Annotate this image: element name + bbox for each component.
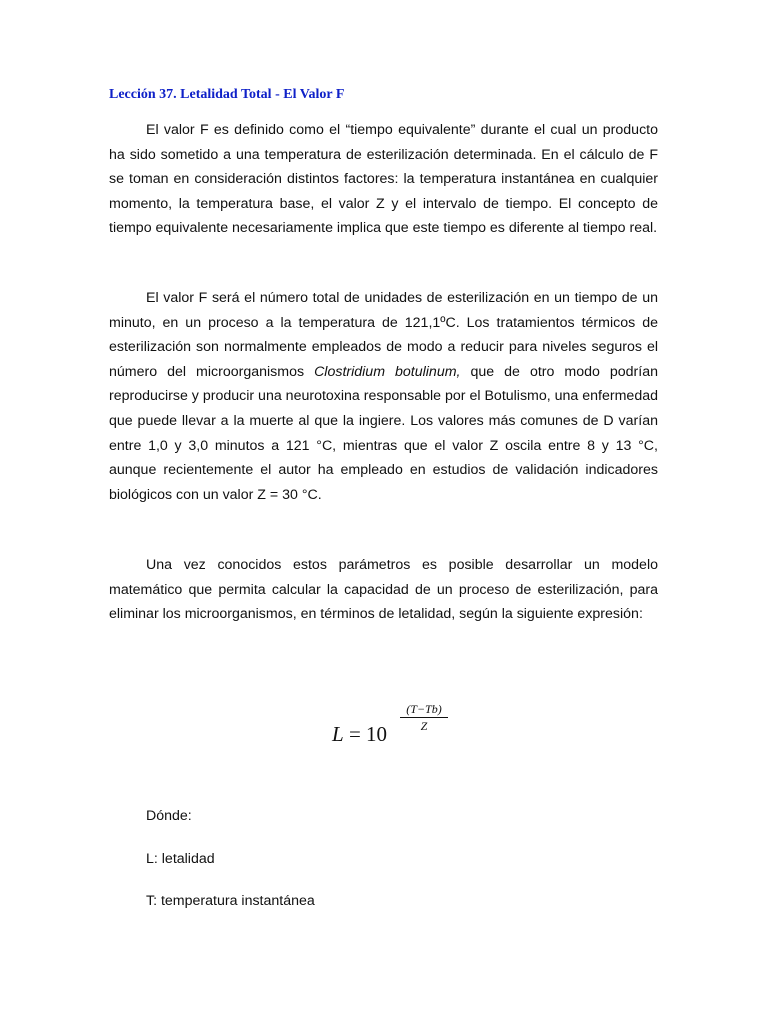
formula-base-expression	[332, 722, 387, 746]
definition-item: L: letalidad	[146, 851, 215, 867]
formula-equals: =	[343, 722, 367, 746]
paragraph-definition: El valor F es definido como el “tiempo equivalente” durante el cual un producto ha sido sometido a una temperatura de esterilización determinada. En el cálculo de F se toman en consideración distintos factores: la temperatura instantánea en cualquier momento, la temperatura base, el valor Z y el intervalo de tiempo. El concepto de tiempo equivalente necesariamente implica que este tiempo es diferente al tiempo real.	[109, 122, 658, 237]
definitions-intro: Dónde:	[146, 808, 192, 824]
species-name: Clostridium botulinum,	[314, 363, 461, 380]
formula-exponent-numerator: (T−Tb)	[406, 702, 442, 716]
formula-base: 10	[366, 722, 388, 746]
lesson-heading: Lección 37. Letalidad Total - El Valor F	[109, 87, 345, 102]
formula-lhs-variable: L	[332, 722, 344, 746]
paragraph-model: Una vez conocidos estos parámetros es posible desarrollar un modelo matemático que permita calcular la capacidad de un proceso de esterilización, para eliminar los microorganismos, en términos de letalidad, según la siguiente expresión:	[109, 557, 658, 623]
paragraph-f-value-text-2: que de otro modo podrían reproducirse y producir una neurotoxina responsable por el Botulismo, una enfermedad que puede llevar a la muerte al que la ingiere. Los valores más comunes de D varían entre 1,0 y 3,0 minutos a 121 °C, mientras que el valor Z oscila entre 8 y 13 °C, aunque recientemente el autor ha empleado en estudios de validación indicadores biológicos con un valor Z = 30 °C.	[109, 363, 658, 503]
formula-exponent-denominator: Z	[420, 719, 428, 733]
definition-item: T: temperatura instantánea	[146, 893, 315, 909]
formula-fraction-bar	[400, 717, 448, 718]
paragraph-f-value	[109, 286, 658, 507]
formula-exponent	[396, 702, 452, 733]
paragraph-f-value-text-1: El valor F será el número total de unidades de esterilización en un tiempo de un minuto, en un proceso a la temperatura de 121,1ºC. Los tratamientos térmicos de esterilización son normalmente empleados de modo a reducir para niveles seguros el número del microorganismos	[109, 290, 658, 380]
lethality-formula	[332, 700, 462, 750]
